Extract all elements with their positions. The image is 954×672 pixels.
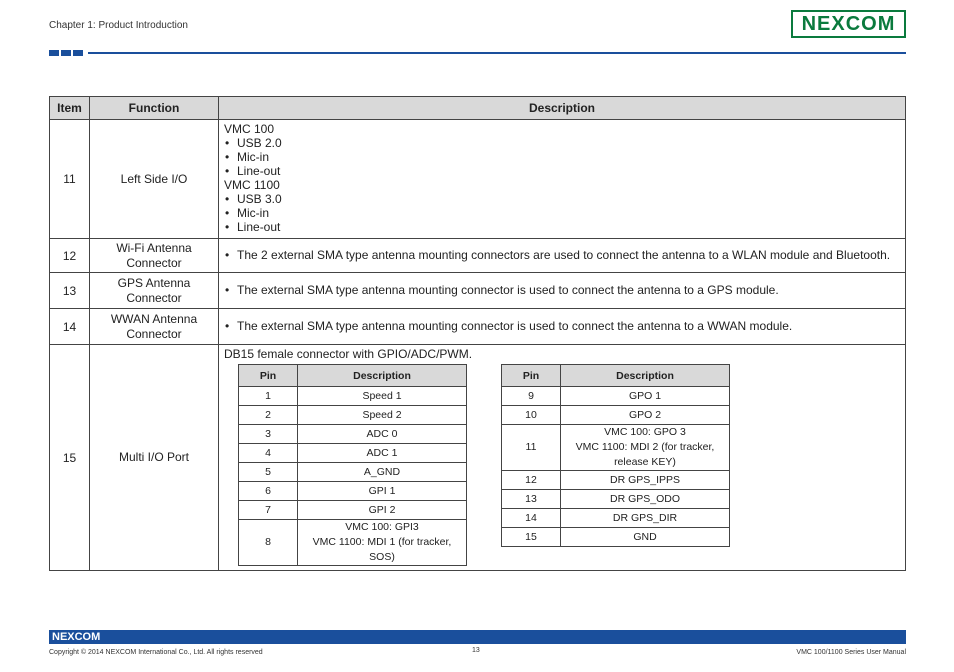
pin-desc: DR GPS_IPPS <box>561 471 730 490</box>
pin-row <box>239 482 467 501</box>
bullet-item: • Mic-in <box>224 206 905 220</box>
pin-number: 10 <box>502 406 561 425</box>
bullet-list <box>224 192 905 234</box>
pin-number: 13 <box>502 490 561 509</box>
bullet-item: • Line-out <box>224 220 905 234</box>
pin-number: 8 <box>239 520 298 566</box>
header-square <box>49 50 59 56</box>
pin-table-header <box>239 365 467 387</box>
bullet-item: • The external SMA type antenna mounting connector is used to connect the antenna to a WWAN module. <box>224 319 905 333</box>
pin-number: 5 <box>239 463 298 482</box>
function-line: WWAN Antenna <box>110 311 198 326</box>
copyright: Copyright © 2014 NEXCOM International Co., Ltd. All rights reserved <box>49 649 263 656</box>
nexcom-logo: NEXCOM <box>791 10 906 38</box>
pin-table-header <box>502 365 730 387</box>
bullet-list <box>224 136 905 178</box>
pin-number: 2 <box>239 406 298 425</box>
bullet-list <box>224 283 905 297</box>
pin-row <box>239 387 467 406</box>
pin-number: 11 <box>502 425 561 471</box>
function-line: Connector <box>126 290 182 305</box>
pin-number: 3 <box>239 425 298 444</box>
pin-desc: DR GPS_ODO <box>561 490 730 509</box>
footer-logo: NEXCOM <box>52 631 101 643</box>
pin-desc-line: VMC 100: GPI3 <box>345 521 419 533</box>
description-cell <box>219 239 906 273</box>
pin-desc-line: VMC 1100: MDI 2 (for tracker, <box>575 441 715 453</box>
pin-desc-line: VMC 1100: MDI 1 (for tracker, SOS) <box>312 536 452 563</box>
description-cell <box>219 309 906 345</box>
pin-desc-line: release KEY) <box>614 456 676 468</box>
pin-number: 14 <box>502 509 561 528</box>
description-cell <box>219 273 906 309</box>
item-number: 14 <box>50 309 90 345</box>
row-11 <box>50 120 906 239</box>
pin-desc-header: Description <box>561 365 730 387</box>
pin-desc-line: VMC 100: GPO 3 <box>604 426 686 438</box>
bullet-list <box>224 248 905 262</box>
pin-desc: DR GPS_DIR <box>561 509 730 528</box>
footer-bar <box>49 630 906 644</box>
header-rule <box>49 50 906 56</box>
row-13 <box>50 273 906 309</box>
bullet-list <box>224 319 905 333</box>
model-label: VMC 1100 <box>224 178 280 192</box>
bullet-item: • Line-out <box>224 164 905 178</box>
pin-desc-header: Description <box>298 365 467 387</box>
chapter-title: Chapter 1: Product Introduction <box>49 20 188 31</box>
pin-row <box>502 490 730 509</box>
description-cell <box>219 345 906 571</box>
function-line: Connector <box>126 255 182 270</box>
pin-number: 7 <box>239 501 298 520</box>
bullet-item: • USB 2.0 <box>224 136 905 150</box>
pin-row <box>502 509 730 528</box>
pin-row <box>239 406 467 425</box>
item-number: 11 <box>50 120 90 239</box>
pin-row <box>502 425 730 471</box>
pin-desc: GPI 2 <box>298 501 467 520</box>
pin-number: 1 <box>239 387 298 406</box>
spec-table-header <box>50 97 906 120</box>
pin-header: Pin <box>239 365 298 387</box>
page-number: 13 <box>472 647 480 654</box>
bullet-item: • USB 3.0 <box>224 192 905 206</box>
row-15 <box>50 345 906 571</box>
header-line <box>88 52 906 54</box>
item-number: 15 <box>50 345 90 571</box>
function-name <box>90 309 219 345</box>
spec-table <box>49 96 906 571</box>
connector-intro: DB15 female connector with GPIO/ADC/PWM. <box>224 347 473 361</box>
item-number: 13 <box>50 273 90 309</box>
item-number: 12 <box>50 239 90 273</box>
pin-desc <box>298 520 467 566</box>
function-name: Multi I/O Port <box>90 345 219 571</box>
header-square <box>61 50 71 56</box>
pin-row <box>239 463 467 482</box>
manual-title: VMC 100/1100 Series User Manual <box>796 649 906 656</box>
pin-number: 4 <box>239 444 298 463</box>
header-description: Description <box>219 97 906 120</box>
pin-desc: GPI 1 <box>298 482 467 501</box>
pin-row <box>239 425 467 444</box>
function-line: Connector <box>126 326 182 341</box>
pin-desc: Speed 2 <box>298 406 467 425</box>
header-item: Item <box>50 97 90 120</box>
pin-desc: ADC 0 <box>298 425 467 444</box>
bullet-item: • The external SMA type antenna mounting connector is used to connect the antenna to a GPS module. <box>224 283 905 297</box>
function-line: GPS Antenna <box>117 275 191 290</box>
pin-row <box>502 471 730 490</box>
pin-table-right <box>501 364 730 547</box>
pin-row <box>502 528 730 547</box>
pin-number: 12 <box>502 471 561 490</box>
pin-number: 15 <box>502 528 561 547</box>
pin-row <box>239 501 467 520</box>
header-square <box>73 50 83 56</box>
pin-desc: A_GND <box>298 463 467 482</box>
pin-row <box>502 387 730 406</box>
function-name: Left Side I/O <box>90 120 219 239</box>
bullet-item: • The 2 external SMA type antenna mounting connectors are used to connect the antenna to a WLAN module and Bluetooth. <box>224 248 905 262</box>
row-12 <box>50 239 906 273</box>
pin-desc: GND <box>561 528 730 547</box>
pin-desc: Speed 1 <box>298 387 467 406</box>
bullet-item: • Mic-in <box>224 150 905 164</box>
pin-number: 9 <box>502 387 561 406</box>
function-name <box>90 273 219 309</box>
function-line: Wi-Fi Antenna <box>116 240 192 255</box>
pin-header: Pin <box>502 365 561 387</box>
pin-table-left <box>238 364 467 566</box>
pin-desc: ADC 1 <box>298 444 467 463</box>
pin-row <box>239 520 467 566</box>
pin-desc: GPO 2 <box>561 406 730 425</box>
pin-desc <box>561 425 730 471</box>
pin-number: 6 <box>239 482 298 501</box>
pin-tables <box>224 364 905 566</box>
row-14 <box>50 309 906 345</box>
model-label: VMC 100 <box>224 122 275 136</box>
header-function: Function <box>90 97 219 120</box>
function-name <box>90 239 219 273</box>
pin-desc: GPO 1 <box>561 387 730 406</box>
pin-row <box>502 406 730 425</box>
pin-row <box>239 444 467 463</box>
description-cell <box>219 120 906 239</box>
